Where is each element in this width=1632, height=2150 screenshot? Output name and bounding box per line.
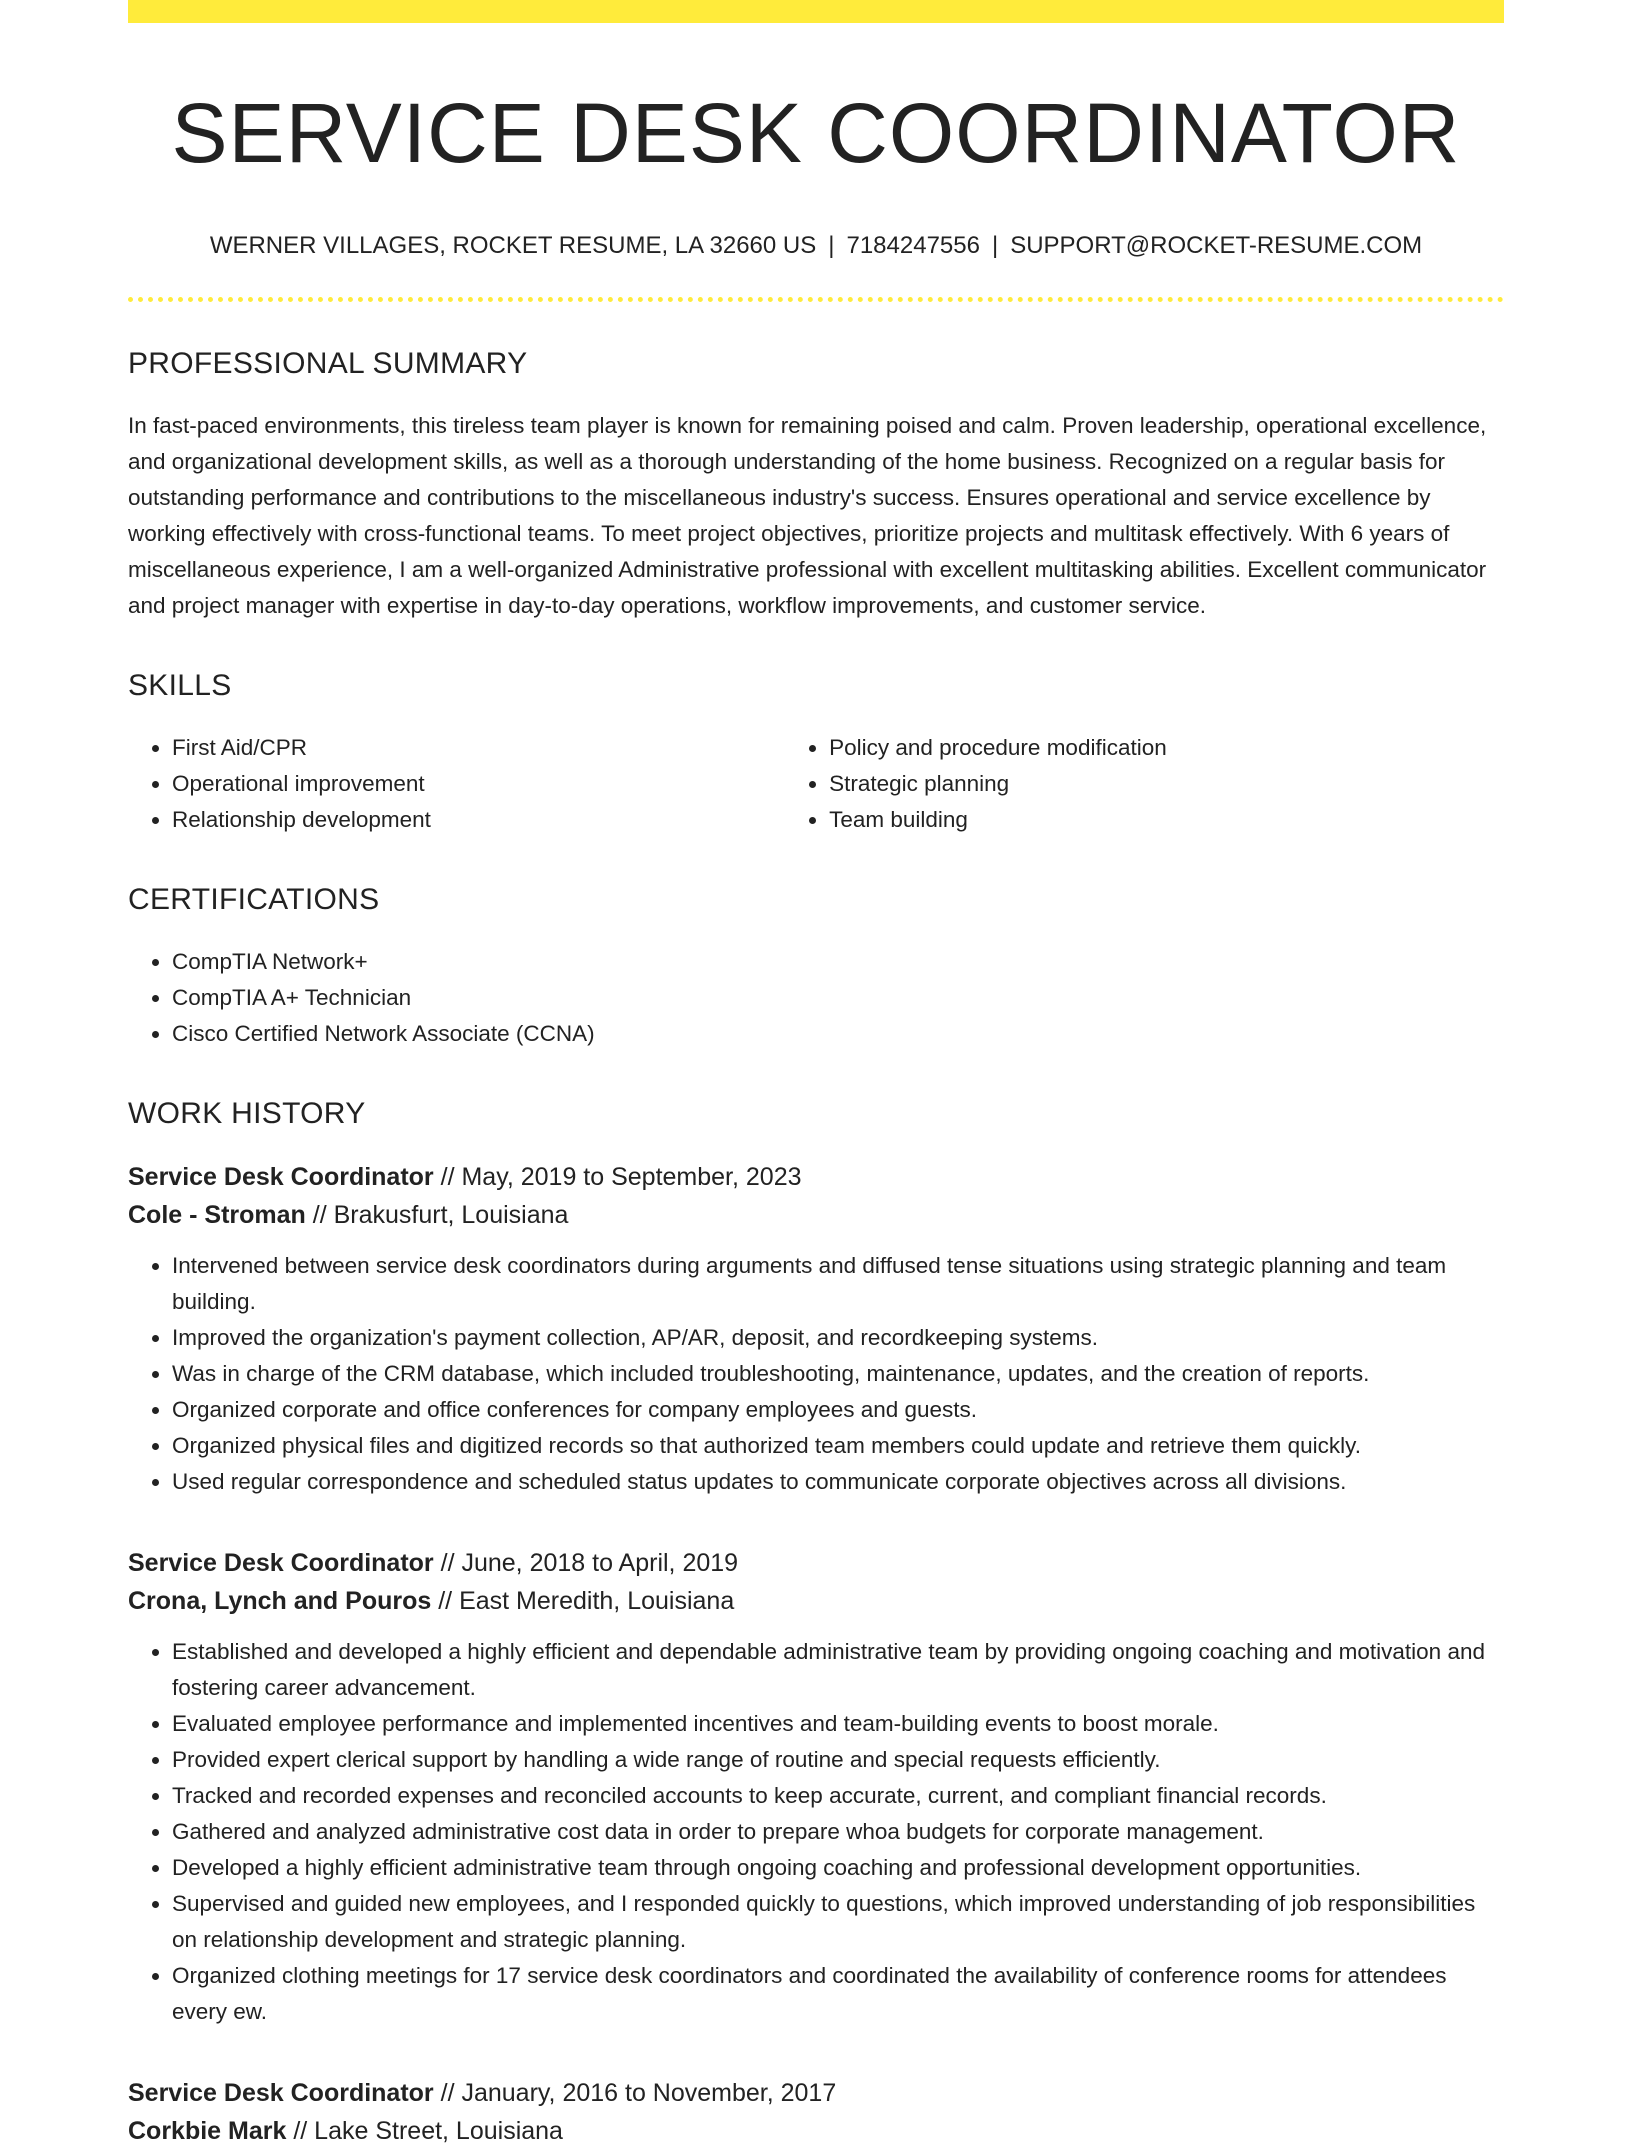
job-bullet: • Evaluated employee performance and implemented incentives and team-building events to boost morale. [172,1706,1504,1742]
job-dates: // January, 2016 to November, 2017 [440,2078,837,2107]
job-location: // East Meredith, Louisiana [438,1586,735,1615]
contact-line [128,230,1504,261]
job-bullet: • Established and developed a highly efficient and dependable administrative team by providing ongoing coaching and motivation and fostering career advancement. [172,1634,1504,1706]
job-company-line [128,1196,1504,1234]
job-bullet: • Gathered and analyzed administrative cost data in order to prepare whoa budgets for corporate management. [172,1814,1504,1850]
phone: 7184247556 [846,231,980,259]
job-location: // Brakusfurt, Louisiana [312,1200,569,1229]
skill-item: • Operational improvement [172,766,785,802]
skill-item: • Policy and procedure modification [829,730,1504,766]
job-bullet: • Intervened between service desk coordinators during arguments and diffused tense situations using strategic planning and team building. [172,1248,1504,1320]
job-bullets [128,1248,1504,1500]
section-heading-work-history: WORK HISTORY [128,1096,366,1130]
job-company: Corkbie Mark [128,2116,287,2145]
job-bullet: • Improved the organization's payment collection, AP/AR, deposit, and recordkeeping systems. [172,1320,1504,1356]
job-title: Service Desk Coordinator [128,1162,434,1191]
job-bullet: • Organized corporate and office conferences for company employees and guests. [172,1392,1504,1428]
job-bullet: • Organized physical files and digitized records so that authorized team members could update and retrieve them quickly. [172,1428,1504,1464]
separator: | [991,231,999,259]
job-dates: // June, 2018 to April, 2019 [440,1548,739,1577]
job-entry [128,1544,1504,2030]
address: WERNER VILLAGES, ROCKET RESUME, LA 32660 US [209,231,817,259]
summary-text: In fast-paced environments, this tireless team player is known for remaining poised and calm. Proven leadership, operational excellence, and organizational development skills, as well as a thorough understanding of the home business. Recognized on a regular basis for outstanding performance and contributions to the miscellaneous industry's success. Ensures operational and service excellence by working effectively with cross-functional teams. To meet project objectives, prioritize projects and multitask effectively. With 6 years of miscellaneous experience, I am a well-organized Administrative professional with excellent multitasking abilities. Excellent communicator and project manager with expertise in day-to-day operations, workflow improvements, and customer service. [128,412,1487,618]
dotted-divider [128,297,1504,302]
job-bullet: • Was in charge of the CRM database, which included troubleshooting, maintenance, updates, and the creation of reports. [172,1356,1504,1392]
job-title-line [128,1544,1504,1582]
skill-item: • Relationship development [172,802,785,838]
certifications-block [128,944,1504,1052]
job-bullet: • Tracked and recorded expenses and reconciled accounts to keep accurate, current, and compliant financial records. [172,1778,1504,1814]
certification-item: • CompTIA Network+ [172,944,1504,980]
job-dates: // May, 2019 to September, 2023 [440,1162,802,1191]
skills-list-left [128,730,785,838]
job-entry [128,1158,1504,1500]
section-heading-summary: PROFESSIONAL SUMMARY [128,346,528,380]
job-bullet: • Supervised and guided new employees, and I responded quickly to questions, which improved understanding of job responsibilities on relationship development and strategic planning. [172,1886,1504,1958]
separator: | [828,231,835,259]
job-bullet: • Provided expert clerical support by handling a wide range of routine and special requests efficiently. [172,1742,1504,1778]
skill-item: • Team building [829,802,1504,838]
job-title-line [128,1158,1504,1196]
section-heading-skills: SKILLS [128,668,232,702]
resume-page [128,0,1504,2150]
job-company: Cole - Stroman [128,1200,306,1229]
job-location: // Lake Street, Louisiana [293,2116,563,2145]
certification-item: • CompTIA A+ Technician [172,980,1504,1016]
job-title-line [128,2074,1504,2112]
section-heading-certifications: CERTIFICATIONS [128,882,380,916]
job-bullet: • Used regular correspondence and scheduled status updates to communicate corporate objectives across all divisions. [172,1464,1504,1500]
resume-title: SERVICE DESK COORDINATOR [171,86,1461,180]
accent-bar [128,0,1504,23]
job-company-line [128,2112,1504,2150]
job-title: Service Desk Coordinator [128,2078,434,2107]
job-bullet: • Developed a highly efficient administrative team through ongoing coaching and professional development opportunities. [172,1850,1504,1886]
certification-item: • Cisco Certified Network Associate (CCNA) [172,1016,1504,1052]
email: SUPPORT@ROCKET-RESUME.COM [1010,231,1423,259]
job-bullet: • Organized clothing meetings for 17 service desk coordinators and coordinated the availability of conference rooms for attendees every ew. [172,1958,1504,2030]
skill-item: • First Aid/CPR [172,730,785,766]
skills-list-right [785,730,1504,838]
certifications-list [128,944,1504,1052]
skill-item: • Strategic planning [829,766,1504,802]
job-company: Crona, Lynch and Pouros [128,1586,432,1615]
skills-grid [128,730,1504,838]
job-company-line [128,1582,1504,1620]
job-title: Service Desk Coordinator [128,1548,434,1577]
job-bullets [128,1634,1504,2030]
